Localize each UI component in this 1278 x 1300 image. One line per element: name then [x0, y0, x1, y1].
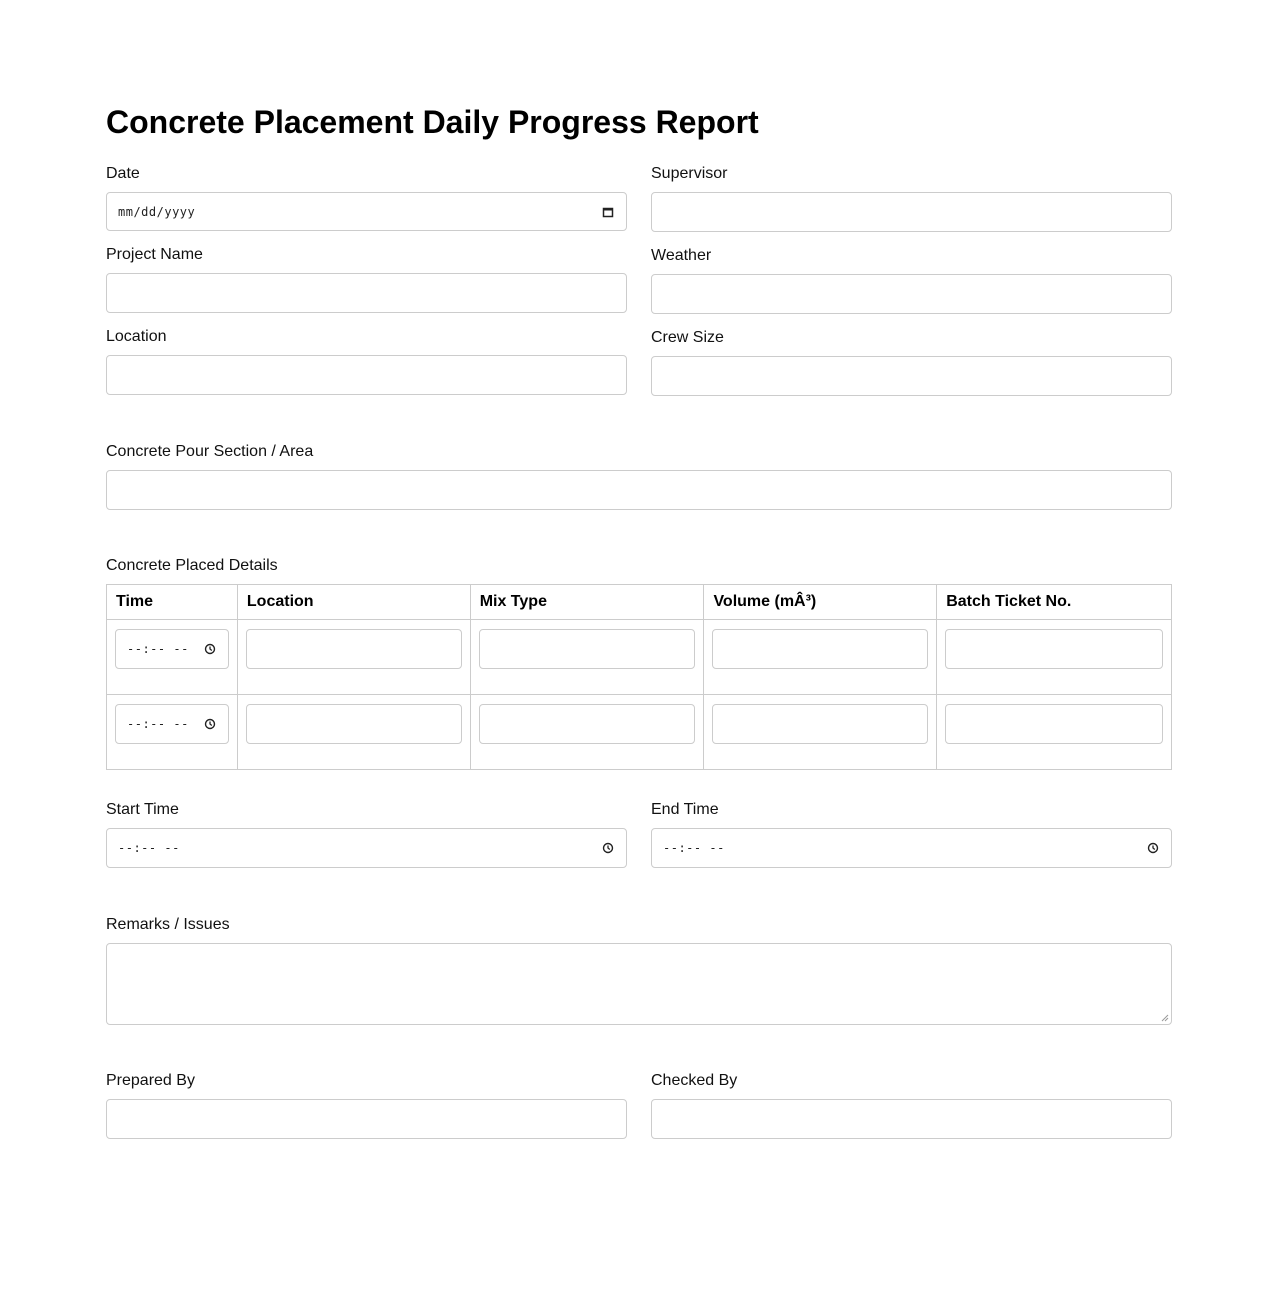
start-time-label: Start Time [106, 801, 179, 818]
clock-icon[interactable] [204, 643, 216, 655]
location-input[interactable] [106, 355, 627, 395]
location-label: Location [106, 328, 167, 345]
row-time-input[interactable] [115, 704, 229, 744]
row-mix-type-input[interactable] [479, 629, 696, 669]
start-time-input[interactable] [106, 828, 627, 868]
table-row [107, 620, 1172, 695]
header-time: Time [107, 585, 238, 620]
checked-by-label: Checked By [651, 1072, 738, 1089]
prepared-by-input[interactable] [106, 1099, 627, 1139]
clock-icon[interactable] [204, 718, 216, 730]
end-time-placeholder: --:-- -- [663, 841, 725, 855]
date-placeholder: mm/dd/yyyy [118, 204, 196, 219]
header-volume: Volume (mÂ³) [704, 585, 937, 620]
pour-section-input[interactable] [106, 470, 1172, 510]
weather-input[interactable] [651, 274, 1172, 314]
prepared-by-label: Prepared By [106, 1072, 195, 1089]
supervisor-label: Supervisor [651, 165, 728, 182]
calendar-icon[interactable] [602, 206, 614, 218]
placed-details-caption: Concrete Placed Details [106, 557, 278, 574]
clock-icon[interactable] [602, 842, 614, 854]
project-name-input[interactable] [106, 273, 627, 313]
header-location: Location [237, 585, 470, 620]
header-mix-type: Mix Type [470, 585, 704, 620]
row-batch-ticket-input[interactable] [945, 629, 1163, 669]
crew-size-label: Crew Size [651, 329, 724, 346]
checked-by-input[interactable] [651, 1099, 1172, 1139]
row-volume-input[interactable] [712, 704, 928, 744]
table-header-row [107, 585, 1172, 620]
remarks-label: Remarks / Issues [106, 916, 230, 933]
date-label: Date [106, 165, 140, 182]
row-batch-ticket-input[interactable] [945, 704, 1163, 744]
crew-size-input[interactable] [651, 356, 1172, 396]
header-batch-ticket: Batch Ticket No. [937, 585, 1172, 620]
end-time-input[interactable] [651, 828, 1172, 868]
project-name-label: Project Name [106, 246, 203, 263]
weather-label: Weather [651, 247, 712, 264]
pour-section-label: Concrete Pour Section / Area [106, 443, 314, 460]
row-time-input[interactable] [115, 629, 229, 669]
supervisor-input[interactable] [651, 192, 1172, 232]
end-time-label: End Time [651, 801, 719, 818]
time-placeholder: --:-- -- [127, 717, 189, 731]
page-title: Concrete Placement Daily Progress Report [106, 104, 759, 140]
date-input[interactable] [106, 192, 627, 231]
start-time-placeholder: --:-- -- [118, 841, 180, 855]
row-volume-input[interactable] [712, 629, 928, 669]
row-location-input[interactable] [246, 629, 462, 669]
time-placeholder: --:-- -- [127, 642, 189, 656]
placed-details-table [106, 584, 1172, 770]
row-mix-type-input[interactable] [479, 704, 696, 744]
resize-handle-icon[interactable] [1161, 1014, 1169, 1022]
clock-icon[interactable] [1147, 842, 1159, 854]
row-location-input[interactable] [246, 704, 462, 744]
remarks-textarea[interactable] [106, 943, 1172, 1025]
table-row [107, 695, 1172, 770]
